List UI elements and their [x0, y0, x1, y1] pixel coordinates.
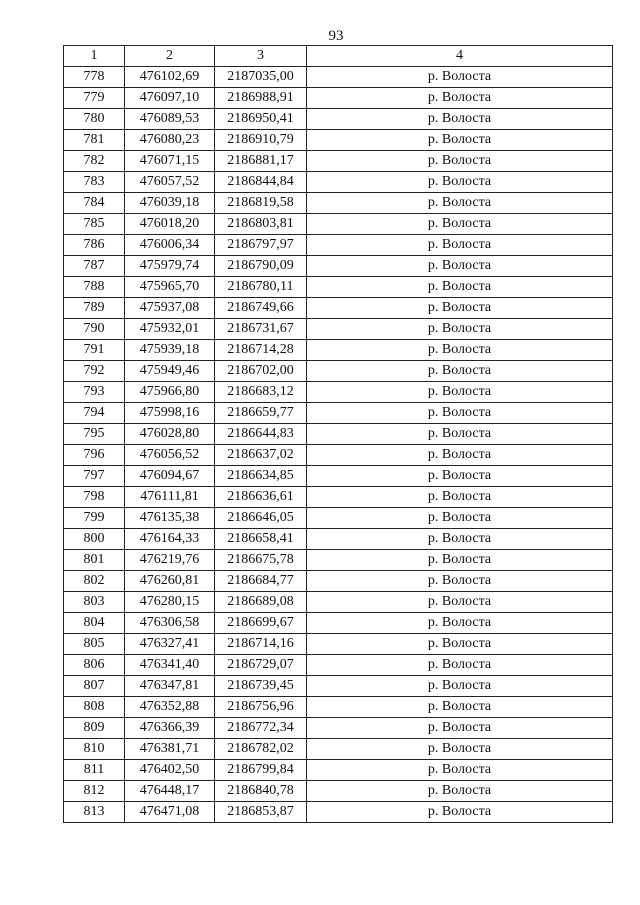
description-cell: р. Волоста [307, 67, 613, 88]
table-row [64, 571, 613, 592]
table-row [64, 88, 613, 109]
y-coordinate-cell: 2186840,78 [215, 781, 307, 802]
description-cell: р. Волоста [307, 676, 613, 697]
description-cell: р. Волоста [307, 739, 613, 760]
x-coordinate-cell: 475998,16 [125, 403, 215, 424]
table-row [64, 361, 613, 382]
y-coordinate-cell: 2186675,78 [215, 550, 307, 571]
table-row [64, 760, 613, 781]
x-coordinate-cell: 476381,71 [125, 739, 215, 760]
description-cell: р. Волоста [307, 235, 613, 256]
y-coordinate-cell: 2186714,28 [215, 340, 307, 361]
y-coordinate-cell: 2186988,91 [215, 88, 307, 109]
description-cell: р. Волоста [307, 760, 613, 781]
description-cell: р. Волоста [307, 277, 613, 298]
point-number-cell: 789 [64, 298, 125, 319]
point-number-cell: 782 [64, 151, 125, 172]
point-number-cell: 793 [64, 382, 125, 403]
point-number-cell: 790 [64, 319, 125, 340]
point-number-cell: 778 [64, 67, 125, 88]
table-row [64, 277, 613, 298]
description-cell: р. Волоста [307, 550, 613, 571]
x-coordinate-cell: 476341,40 [125, 655, 215, 676]
x-coordinate-cell: 476327,41 [125, 634, 215, 655]
x-coordinate-cell: 476347,81 [125, 676, 215, 697]
x-coordinate-cell: 476135,38 [125, 508, 215, 529]
description-cell: р. Волоста [307, 151, 613, 172]
description-cell: р. Волоста [307, 592, 613, 613]
point-number-cell: 810 [64, 739, 125, 760]
table-row [64, 193, 613, 214]
description-cell: р. Волоста [307, 319, 613, 340]
x-coordinate-cell: 476164,33 [125, 529, 215, 550]
table-row [64, 67, 613, 88]
y-coordinate-cell: 2186853,87 [215, 802, 307, 823]
description-cell: р. Волоста [307, 655, 613, 676]
table-row [64, 130, 613, 151]
description-cell: р. Волоста [307, 193, 613, 214]
y-coordinate-cell: 2186659,77 [215, 403, 307, 424]
point-number-cell: 780 [64, 109, 125, 130]
x-coordinate-cell: 475965,70 [125, 277, 215, 298]
point-number-cell: 800 [64, 529, 125, 550]
x-coordinate-cell: 476018,20 [125, 214, 215, 235]
column-header: 4 [307, 46, 613, 67]
x-coordinate-cell: 476097,10 [125, 88, 215, 109]
x-coordinate-cell: 475939,18 [125, 340, 215, 361]
y-coordinate-cell: 2186714,16 [215, 634, 307, 655]
table-row [64, 508, 613, 529]
description-cell: р. Волоста [307, 424, 613, 445]
table-row [64, 235, 613, 256]
description-cell: р. Волоста [307, 214, 613, 235]
y-coordinate-cell: 2186803,81 [215, 214, 307, 235]
description-cell: р. Волоста [307, 403, 613, 424]
point-number-cell: 792 [64, 361, 125, 382]
point-number-cell: 798 [64, 487, 125, 508]
x-coordinate-cell: 476402,50 [125, 760, 215, 781]
table-row [64, 424, 613, 445]
table-header [64, 46, 613, 67]
point-number-cell: 788 [64, 277, 125, 298]
x-coordinate-cell: 476471,08 [125, 802, 215, 823]
coordinates-table [63, 45, 613, 823]
table-row [64, 739, 613, 760]
y-coordinate-cell: 2186844,84 [215, 172, 307, 193]
description-cell: р. Волоста [307, 613, 613, 634]
column-header: 3 [215, 46, 307, 67]
point-number-cell: 783 [64, 172, 125, 193]
description-cell: р. Волоста [307, 508, 613, 529]
x-coordinate-cell: 476071,15 [125, 151, 215, 172]
point-number-cell: 808 [64, 697, 125, 718]
x-coordinate-cell: 475932,01 [125, 319, 215, 340]
table-row [64, 172, 613, 193]
y-coordinate-cell: 2186950,41 [215, 109, 307, 130]
table-row [64, 298, 613, 319]
x-coordinate-cell: 475979,74 [125, 256, 215, 277]
table-row [64, 151, 613, 172]
description-cell: р. Волоста [307, 109, 613, 130]
point-number-cell: 784 [64, 193, 125, 214]
y-coordinate-cell: 2186749,66 [215, 298, 307, 319]
point-number-cell: 804 [64, 613, 125, 634]
table-row [64, 487, 613, 508]
description-cell: р. Волоста [307, 340, 613, 361]
y-coordinate-cell: 2186636,61 [215, 487, 307, 508]
y-coordinate-cell: 2186644,83 [215, 424, 307, 445]
x-coordinate-cell: 476111,81 [125, 487, 215, 508]
description-cell: р. Волоста [307, 445, 613, 466]
y-coordinate-cell: 2186772,34 [215, 718, 307, 739]
table-row [64, 697, 613, 718]
point-number-cell: 785 [64, 214, 125, 235]
y-coordinate-cell: 2186637,02 [215, 445, 307, 466]
table-row [64, 382, 613, 403]
x-coordinate-cell: 476260,81 [125, 571, 215, 592]
y-coordinate-cell: 2186782,02 [215, 739, 307, 760]
y-coordinate-cell: 2186910,79 [215, 130, 307, 151]
table-row [64, 550, 613, 571]
point-number-cell: 797 [64, 466, 125, 487]
point-number-cell: 799 [64, 508, 125, 529]
point-number-cell: 805 [64, 634, 125, 655]
column-header: 1 [64, 46, 125, 67]
x-coordinate-cell: 476006,34 [125, 235, 215, 256]
table-row [64, 802, 613, 823]
point-number-cell: 811 [64, 760, 125, 781]
table-row [64, 214, 613, 235]
point-number-cell: 786 [64, 235, 125, 256]
point-number-cell: 781 [64, 130, 125, 151]
x-coordinate-cell: 476366,39 [125, 718, 215, 739]
y-coordinate-cell: 2186689,08 [215, 592, 307, 613]
table-body [64, 67, 613, 823]
table-row [64, 718, 613, 739]
point-number-cell: 796 [64, 445, 125, 466]
x-coordinate-cell: 476028,80 [125, 424, 215, 445]
description-cell: р. Волоста [307, 382, 613, 403]
description-cell: р. Волоста [307, 88, 613, 109]
description-cell: р. Волоста [307, 256, 613, 277]
table-row [64, 634, 613, 655]
x-coordinate-cell: 476448,17 [125, 781, 215, 802]
description-cell: р. Волоста [307, 802, 613, 823]
table-row [64, 445, 613, 466]
y-coordinate-cell: 2186683,12 [215, 382, 307, 403]
y-coordinate-cell: 2186731,67 [215, 319, 307, 340]
point-number-cell: 779 [64, 88, 125, 109]
x-coordinate-cell: 475966,80 [125, 382, 215, 403]
table-row [64, 676, 613, 697]
y-coordinate-cell: 2186739,45 [215, 676, 307, 697]
column-header: 2 [125, 46, 215, 67]
table-row [64, 256, 613, 277]
description-cell: р. Волоста [307, 571, 613, 592]
table-row [64, 655, 613, 676]
x-coordinate-cell: 476219,76 [125, 550, 215, 571]
y-coordinate-cell: 2186756,96 [215, 697, 307, 718]
x-coordinate-cell: 476280,15 [125, 592, 215, 613]
table-row [64, 109, 613, 130]
point-number-cell: 807 [64, 676, 125, 697]
description-cell: р. Волоста [307, 529, 613, 550]
point-number-cell: 794 [64, 403, 125, 424]
x-coordinate-cell: 475937,08 [125, 298, 215, 319]
x-coordinate-cell: 475949,46 [125, 361, 215, 382]
table-row [64, 613, 613, 634]
point-number-cell: 791 [64, 340, 125, 361]
y-coordinate-cell: 2186780,11 [215, 277, 307, 298]
table-row [64, 592, 613, 613]
description-cell: р. Волоста [307, 130, 613, 151]
description-cell: р. Волоста [307, 781, 613, 802]
x-coordinate-cell: 476080,23 [125, 130, 215, 151]
point-number-cell: 801 [64, 550, 125, 571]
y-coordinate-cell: 2186684,77 [215, 571, 307, 592]
description-cell: р. Волоста [307, 466, 613, 487]
header-row [64, 46, 613, 67]
point-number-cell: 812 [64, 781, 125, 802]
table-row [64, 340, 613, 361]
description-cell: р. Волоста [307, 634, 613, 655]
table-row [64, 529, 613, 550]
x-coordinate-cell: 476039,18 [125, 193, 215, 214]
point-number-cell: 795 [64, 424, 125, 445]
y-coordinate-cell: 2186881,17 [215, 151, 307, 172]
x-coordinate-cell: 476094,67 [125, 466, 215, 487]
description-cell: р. Волоста [307, 697, 613, 718]
y-coordinate-cell: 2186729,07 [215, 655, 307, 676]
point-number-cell: 806 [64, 655, 125, 676]
description-cell: р. Волоста [307, 172, 613, 193]
point-number-cell: 802 [64, 571, 125, 592]
x-coordinate-cell: 476306,58 [125, 613, 215, 634]
x-coordinate-cell: 476102,69 [125, 67, 215, 88]
x-coordinate-cell: 476057,52 [125, 172, 215, 193]
y-coordinate-cell: 2186658,41 [215, 529, 307, 550]
x-coordinate-cell: 476056,52 [125, 445, 215, 466]
y-coordinate-cell: 2186634,85 [215, 466, 307, 487]
y-coordinate-cell: 2187035,00 [215, 67, 307, 88]
table-row [64, 466, 613, 487]
table-row [64, 319, 613, 340]
point-number-cell: 813 [64, 802, 125, 823]
point-number-cell: 787 [64, 256, 125, 277]
table-row [64, 403, 613, 424]
description-cell: р. Волоста [307, 718, 613, 739]
y-coordinate-cell: 2186819,58 [215, 193, 307, 214]
y-coordinate-cell: 2186646,05 [215, 508, 307, 529]
x-coordinate-cell: 476352,88 [125, 697, 215, 718]
description-cell: р. Волоста [307, 298, 613, 319]
y-coordinate-cell: 2186790,09 [215, 256, 307, 277]
point-number-cell: 803 [64, 592, 125, 613]
x-coordinate-cell: 476089,53 [125, 109, 215, 130]
y-coordinate-cell: 2186699,67 [215, 613, 307, 634]
description-cell: р. Волоста [307, 361, 613, 382]
page-number: 93 [328, 28, 344, 44]
y-coordinate-cell: 2186797,97 [215, 235, 307, 256]
y-coordinate-cell: 2186702,00 [215, 361, 307, 382]
y-coordinate-cell: 2186799,84 [215, 760, 307, 781]
description-cell: р. Волоста [307, 487, 613, 508]
table-row [64, 781, 613, 802]
point-number-cell: 809 [64, 718, 125, 739]
